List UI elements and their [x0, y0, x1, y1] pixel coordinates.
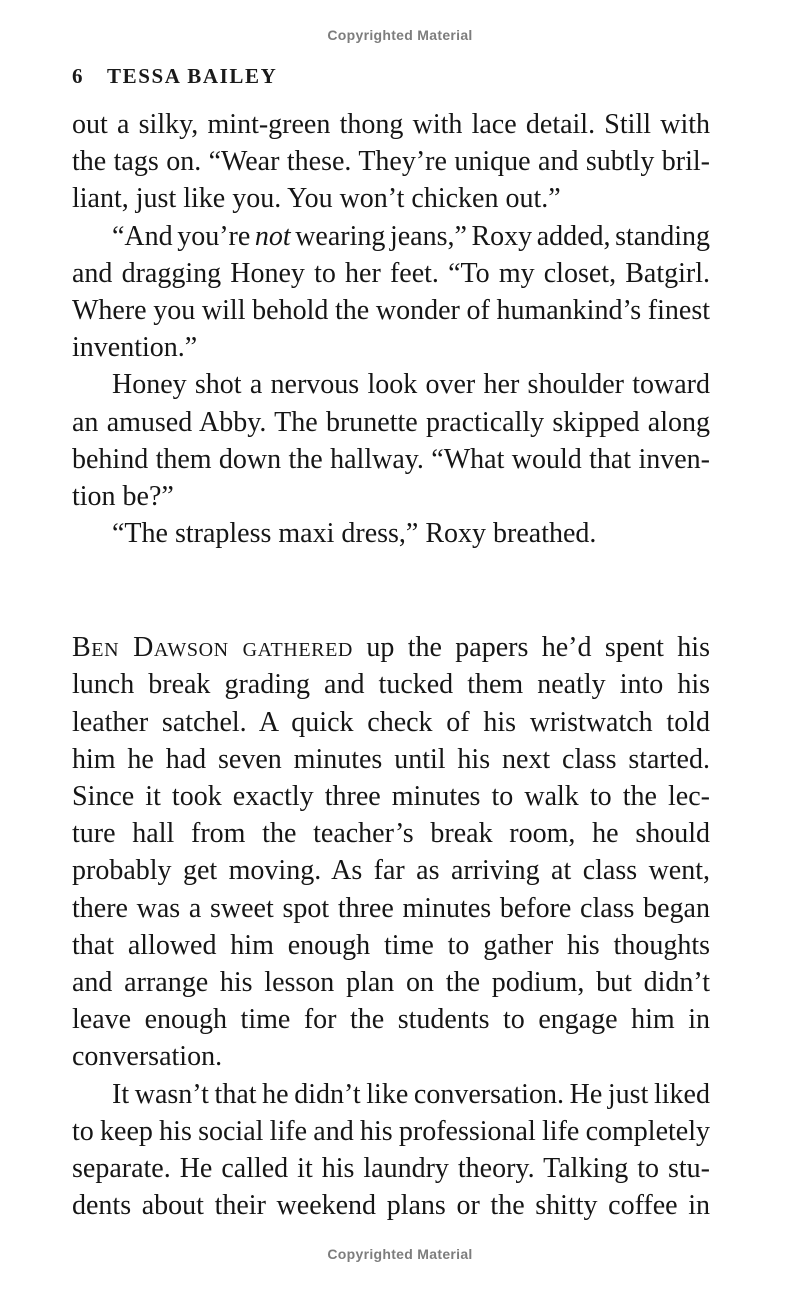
text-line	[72, 1001, 710, 1038]
text-segment: Where you will behold the wonder of humankind’s finest	[72, 294, 710, 326]
text-segment: behind them down the hallway. “What would that inven-	[72, 443, 710, 475]
text-segment: to keep his social life and his professional life completely	[72, 1115, 710, 1147]
paragraph	[72, 1076, 710, 1225]
text-segment: dents about their weekend plans or the shitty coffee in	[72, 1190, 710, 1222]
running-header	[72, 64, 277, 89]
text-line	[72, 741, 710, 778]
text-segment: there was a sweet spot three minutes before class began	[72, 892, 710, 924]
paragraph	[72, 218, 710, 367]
text-segment: up the papers he’d spent his	[352, 632, 710, 664]
text-segment: lunch break grading and tucked them neatly into his	[72, 669, 710, 701]
paragraph	[72, 629, 710, 1075]
text-segment: conversation.	[72, 1041, 223, 1073]
text-line	[72, 292, 710, 329]
text-line	[72, 515, 710, 552]
text-segment-smallcaps: Ben Dawson gathered	[72, 632, 353, 664]
running-head-author: TESSA BAILEY	[107, 64, 278, 88]
text-segment: wearing jeans,” Roxy added, standing	[290, 220, 710, 252]
text-line	[72, 964, 710, 1001]
paragraph	[72, 106, 710, 218]
text-segment: leather satchel. A quick check of his wristwatch told	[72, 706, 710, 738]
text-segment: him he had seven minutes until his next class started.	[72, 743, 710, 775]
text-line	[72, 329, 710, 366]
text-segment: “The strapless maxi dress,” Roxy breathed.	[112, 518, 597, 550]
text-segment: and arrange his lesson plan on the podium, but didn’t	[72, 966, 710, 998]
text-line	[72, 366, 710, 403]
page-number: 6	[72, 64, 83, 88]
copyright-notice-top: Copyrighted Material	[327, 27, 473, 43]
text-line	[72, 778, 710, 815]
text-line	[72, 890, 710, 927]
text-segment: out a silky, mint-green thong with lace detail. Still with	[72, 109, 710, 140]
text-line	[72, 1076, 710, 1113]
text-line	[72, 404, 710, 441]
text-segment: liant, just like you. You won’t chicken out.”	[72, 183, 561, 215]
text-line	[72, 1187, 710, 1224]
text-segment: and dragging Honey to her feet. “To my closet, Batgirl.	[72, 257, 710, 289]
text-segment: separate. He called it his laundry theory. Talking to stu-	[72, 1152, 710, 1184]
text-line	[72, 218, 710, 255]
text-segment: the tags on. “Wear these. They’re unique and subtly bril-	[72, 146, 710, 178]
text-segment: ture hall from the teacher’s break room, he should	[72, 818, 710, 850]
paragraph	[72, 515, 710, 552]
text-segment: “And you’re	[112, 220, 255, 252]
text-line	[72, 815, 710, 852]
text-line	[72, 106, 710, 143]
text-line	[72, 704, 710, 741]
page-body	[72, 106, 710, 1224]
text-segment: Honey shot a nervous look over her shoulder toward	[112, 369, 710, 401]
text-segment-italic: not	[254, 220, 291, 252]
text-line	[72, 1150, 710, 1187]
text-line	[72, 255, 710, 292]
text-line	[72, 629, 710, 666]
text-segment: invention.”	[72, 332, 198, 364]
text-line	[72, 1113, 710, 1150]
text-segment: that allowed him enough time to gather his thoughts	[72, 929, 710, 961]
copyright-notice-bottom: Copyrighted Material	[327, 1246, 473, 1262]
text-segment: It wasn’t that he didn’t like conversation. He just liked	[112, 1078, 710, 1110]
text-line	[72, 478, 710, 515]
text-segment: probably get moving. As far as arriving at class went,	[72, 855, 710, 887]
text-line	[72, 666, 710, 703]
text-segment: an amused Abby. The brunette practically skipped along	[72, 406, 710, 438]
text-line	[72, 927, 710, 964]
text-segment: tion be?”	[72, 480, 174, 512]
text-line	[72, 852, 710, 889]
text-line	[72, 143, 710, 180]
text-segment: leave enough time for the students to engage him in	[72, 1004, 710, 1036]
text-segment: Since it took exactly three minutes to walk to the lec-	[72, 781, 710, 812]
text-line	[72, 1038, 710, 1075]
text-line	[72, 180, 710, 217]
text-line	[72, 441, 710, 478]
paragraph	[72, 366, 710, 515]
